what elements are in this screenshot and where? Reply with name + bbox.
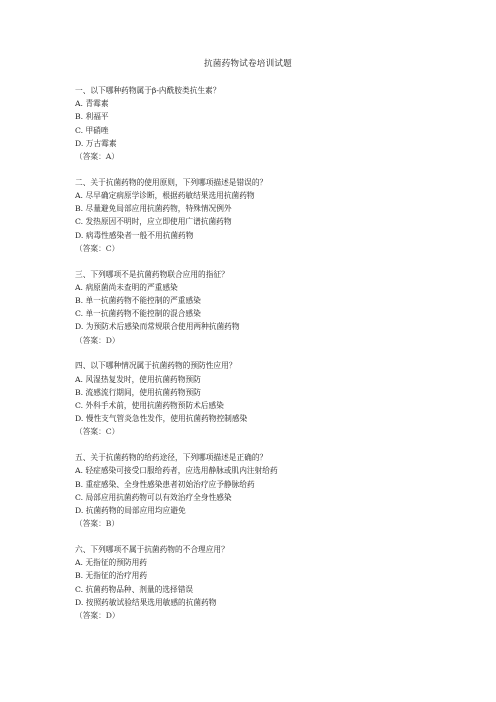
question-option: B. 尽量避免局部应用抗菌药物，特殊情况例外 bbox=[75, 204, 232, 214]
question-option: D. 抗菌药物的局部应用均应避免 bbox=[75, 506, 186, 516]
question-option: C. 甲硝唑 bbox=[75, 125, 109, 135]
question-option: D. 万古霉素 bbox=[75, 138, 117, 148]
question-list bbox=[75, 84, 435, 635]
question-block bbox=[75, 359, 435, 438]
question-option: C. 发热原因不明时，应立即使用广谱抗菌药物 bbox=[75, 217, 232, 227]
question-option: C. 外科手术前，使用抗菌药物预防术后感染 bbox=[75, 401, 224, 411]
question-stem: 六、下列哪项不属于抗菌药物的不合理应用？ bbox=[75, 545, 229, 555]
question-option: D. 病毒性感染者一般不用抗菌药物 bbox=[75, 230, 194, 240]
question-option: A. 无指征的预防用药 bbox=[75, 558, 147, 568]
question-stem: 二、关于抗菌药物的使用原则，下列哪项描述是错误的？ bbox=[75, 177, 268, 187]
question-stem: 三、下列哪项不是抗菌药物联合应用的指征？ bbox=[75, 269, 229, 279]
question-stem: 四、以下哪种情况属于抗菌药物的预防性应用？ bbox=[75, 361, 237, 371]
question-block bbox=[75, 268, 435, 347]
question-option: A. 轻症感染可接受口服给药者，应选用静脉或肌内注射给药 bbox=[75, 466, 278, 476]
question-option: C. 单一抗菌药物不能控制的混合感染 bbox=[75, 309, 201, 319]
question-block bbox=[75, 451, 435, 530]
question-block bbox=[75, 176, 435, 255]
question-block bbox=[75, 543, 435, 622]
question-stem: 一、以下哪种药物属于β-内酰胺类抗生素？ bbox=[75, 86, 221, 95]
question-option: A. 尽早确定病原学诊断，根据药敏结果选用抗菌药物 bbox=[75, 191, 255, 201]
question-option: A. 青霉素 bbox=[75, 99, 109, 109]
question-option: B. 单一抗菌药物不能控制的严重感染 bbox=[75, 296, 201, 306]
question-option: D. 慢性支气管炎急性发作，使用抗菌药物控制感染 bbox=[75, 414, 248, 424]
answer-text: （答案：D） bbox=[75, 611, 120, 621]
question-block bbox=[75, 84, 435, 163]
question-option: C. 抗菌药物品种、剂量的选择错误 bbox=[75, 584, 194, 594]
question-option: B. 无指征的治疗用药 bbox=[75, 571, 148, 581]
answer-text: （答案：B） bbox=[75, 519, 120, 529]
question-option: A. 病原菌尚未查明的严重感染 bbox=[75, 282, 178, 292]
question-option: D. 为预防术后感染而常规联合使用两种抗菌药物 bbox=[75, 322, 240, 332]
answer-text: （答案：D） bbox=[75, 335, 120, 345]
answer-text: （答案：A） bbox=[75, 152, 119, 162]
question-option: D. 按照药敏试验结果选用敏感的抗菌药物 bbox=[75, 597, 217, 607]
question-option: B. 利福平 bbox=[75, 112, 109, 122]
document-title: 抗菌药物试卷培训试题 bbox=[204, 59, 292, 69]
question-option: B. 流感流行期间，使用抗菌药物预防 bbox=[75, 387, 201, 397]
question-stem: 五、关于抗菌药物的给药途径，下列哪项描述是正确的？ bbox=[75, 453, 268, 463]
answer-text: （答案：C） bbox=[75, 243, 120, 253]
question-option: A. 风湿热复发时，使用抗菌药物预防 bbox=[75, 374, 201, 384]
question-option: C. 局部应用抗菌药物可以有效治疗全身性感染 bbox=[75, 492, 232, 502]
answer-text: （答案：C） bbox=[75, 427, 120, 437]
question-option: B. 重症感染、全身性感染患者初始治疗应予静脉给药 bbox=[75, 479, 255, 489]
